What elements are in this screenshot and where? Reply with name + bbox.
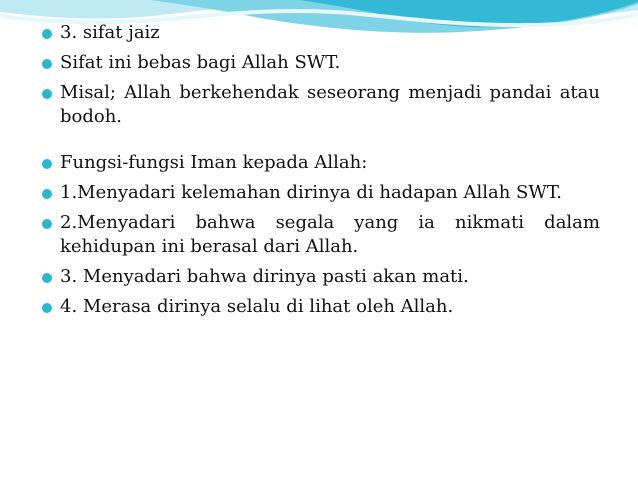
- bullet-text: 1.Menyadari kelemahan dirinya di hadapan Allah SWT.: [60, 182, 562, 203]
- bullet-text: Misal; Allah berkehendak seseorang menjadi pandai atau bodoh.: [60, 82, 600, 127]
- bullet-text: 3. sifat jaiz: [60, 22, 160, 43]
- bullet-item: [42, 151, 600, 175]
- bullet-item: [42, 181, 600, 205]
- bullet-icon: [42, 219, 52, 229]
- bullet-list: [42, 21, 600, 325]
- bullet-icon: [42, 189, 52, 199]
- bullet-text: Sifat ini bebas bagi Allah SWT.: [60, 52, 341, 73]
- bullet-item: [42, 51, 600, 75]
- bullet-icon: [42, 159, 52, 169]
- bullet-item: [42, 295, 600, 319]
- bullet-icon: [42, 303, 52, 313]
- bullet-item: [42, 211, 600, 259]
- bullet-icon: [42, 273, 52, 283]
- bullet-icon: [42, 29, 52, 39]
- bullet-icon: [42, 89, 52, 99]
- bullet-icon: [42, 59, 52, 69]
- bullet-text: 2.Menyadari bahwa segala yang ia nikmati dalam kehidupan ini berasal dari Allah.: [60, 212, 600, 257]
- bullet-text: Fungsi-fungsi Iman kepada Allah:: [60, 152, 368, 173]
- bullet-text: 3. Menyadari bahwa dirinya pasti akan mati.: [60, 266, 469, 287]
- bullet-item: [42, 21, 600, 45]
- bullet-item: [42, 81, 600, 129]
- bullet-item: [42, 265, 600, 289]
- bullet-text: 4. Merasa dirinya selalu di lihat oleh Allah.: [60, 296, 454, 317]
